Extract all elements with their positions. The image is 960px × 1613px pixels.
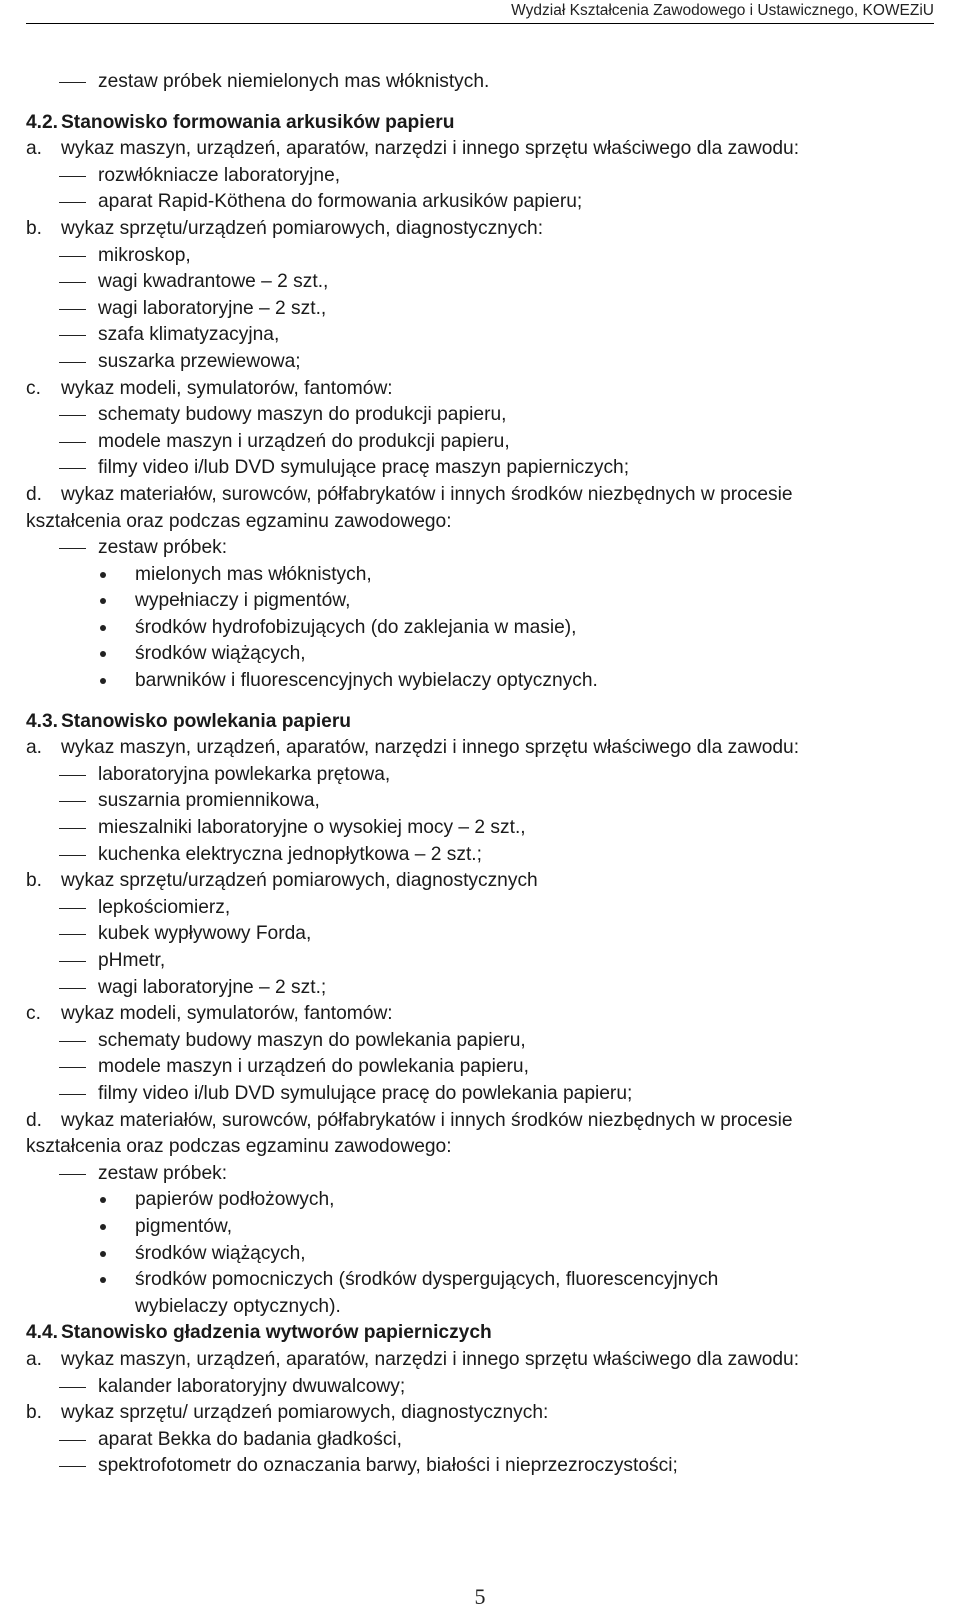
list-item-text: filmy video i/lub DVD symulujące pracę do powlekania papieru; [98, 1082, 633, 1104]
dash-marker [59, 961, 86, 962]
dash-line [0, 921, 960, 948]
bcont-line [0, 1294, 960, 1321]
bullet-item-text: środków wiążących, [135, 643, 306, 665]
bullet-item-text: środków pomocniczych (środków dyspergujących, fluorescencyjnych [135, 1269, 719, 1291]
list-item-text: lepkościomierz, [98, 896, 231, 918]
section-heading: Stanowisko gładzenia wytworów papierniczych [61, 1322, 492, 1344]
list-item-text: pHmetr, [98, 950, 166, 971]
bullet-line [0, 1214, 960, 1241]
list-letter: a. [26, 1348, 43, 1370]
list-letter: d. [26, 483, 43, 505]
dash-line [0, 189, 960, 216]
list-item-text: filmy video i/lub DVD symulujące pracę maszyn papierniczych; [98, 457, 630, 479]
dash-marker [59, 548, 86, 549]
lettered-item-text: wykaz maszyn, urządzeń, aparatów, narzędzi i innego sprzętu właściwego dla zawodu: [61, 1348, 800, 1370]
list-item-text: wagi laboratoryjne – 2 szt.; [98, 976, 327, 998]
document-body [0, 69, 960, 1480]
letter-line [0, 482, 960, 509]
letter-line [0, 216, 960, 243]
dash-line [0, 788, 960, 815]
dash-line [0, 842, 960, 869]
dash-marker [59, 1466, 86, 1467]
dash-line [0, 975, 960, 1002]
dash-marker [59, 415, 86, 416]
dash-marker [59, 1174, 86, 1175]
list-letter: b. [26, 217, 43, 239]
list-item-text: wagi kwadrantowe – 2 szt., [98, 271, 329, 293]
dash-line [0, 762, 960, 789]
list-item-text: mieszalniki laboratoryjne o wysokiej mocy – 2 szt., [98, 817, 526, 839]
dash-line [0, 243, 960, 270]
list-item-text: wagi laboratoryjne – 2 szt., [98, 297, 327, 319]
section-number: 4.4. [26, 1322, 59, 1344]
bullet-item-text: środków hydrofobizujących (do zaklejania w masie), [135, 616, 577, 638]
section-line [0, 709, 960, 736]
list-item-text: modele maszyn i urządzeń do produkcji papieru, [98, 430, 510, 452]
spacer [0, 96, 960, 110]
lettered-item-text: wykaz sprzętu/ urządzeń pomiarowych, diagnostycznych: [61, 1402, 549, 1424]
letter-line [0, 868, 960, 895]
header-title: Wydział Kształcenia Zawodowego i Ustawicznego, KOWEZiU [511, 2, 934, 19]
bullet-line [0, 1267, 960, 1294]
list-item-text: suszarka przewiewowa; [98, 350, 301, 372]
dash-marker [59, 828, 86, 829]
list-item-text: aparat Bekka do badania gładkości, [98, 1428, 403, 1450]
dash-line [0, 948, 960, 975]
bullet-item-text: mielonych mas włóknistych, [135, 563, 372, 585]
dash-marker [59, 1041, 86, 1042]
letter-line [0, 1347, 960, 1374]
dash-marker [59, 1387, 86, 1388]
continuation-text: kształcenia oraz podczas egzaminu zawodowego: [26, 1136, 452, 1158]
list-item-text: aparat Rapid-Köthena do formowania arkusików papieru; [98, 191, 583, 213]
lettered-item-text: wykaz sprzętu/urządzeń pomiarowych, diagnostycznych: [61, 217, 544, 239]
lettered-item-text: wykaz modeli, symulatorów, fantomów: [61, 1003, 393, 1025]
header-rule [26, 23, 934, 24]
dash-line [0, 69, 960, 96]
dash-marker [59, 855, 86, 856]
dash-line [0, 815, 960, 842]
list-letter: b. [26, 870, 43, 892]
section-line [0, 110, 960, 137]
list-letter: a. [26, 737, 43, 759]
list-item-text: rozwłókniacze laboratoryjne, [98, 164, 341, 186]
dash-marker [59, 908, 86, 909]
cont-line [0, 1134, 960, 1161]
list-item-text: schematy budowy maszyn do produkcji papieru, [98, 404, 507, 426]
list-item-text: szafa klimatyzacyjna, [98, 324, 280, 346]
continuation-text: kształcenia oraz podczas egzaminu zawodowego: [26, 510, 452, 532]
dash-marker [59, 335, 86, 336]
dash-line [0, 269, 960, 296]
letter-line [0, 136, 960, 163]
bullet-line [0, 641, 960, 668]
dash-marker [59, 309, 86, 310]
dash-marker [59, 801, 86, 802]
lettered-item-text: wykaz materiałów, surowców, półfabrykatów i innych środków niezbędnych w procesie [61, 483, 793, 505]
dash-marker [59, 1440, 86, 1441]
page-header [0, 0, 960, 26]
spacer [0, 695, 960, 709]
dash-marker [59, 82, 86, 83]
letter-line [0, 1108, 960, 1135]
page-number: 5 [474, 1584, 486, 1609]
dash-line [0, 1427, 960, 1454]
bullet-icon [100, 1197, 106, 1203]
bullet-item-text: pigmentów, [135, 1215, 233, 1237]
dash-line [0, 429, 960, 456]
list-item-text: kalander laboratoryjny dwuwalcowy; [98, 1375, 406, 1397]
section-heading: Stanowisko formowania arkusików papieru [61, 111, 455, 133]
list-item-text: modele maszyn i urządzeń do powlekania papieru, [98, 1056, 529, 1078]
dash-line [0, 163, 960, 190]
bullet-line [0, 1241, 960, 1268]
list-item-text: spektrofotometr do oznaczania barwy, białości i nieprzezroczystości; [98, 1455, 678, 1477]
bullet-continuation-text: wybielaczy optycznych). [135, 1295, 341, 1317]
dash-line [0, 1081, 960, 1108]
dash-line [0, 402, 960, 429]
list-item-text: kubek wypływowy Forda, [98, 923, 312, 945]
dash-line [0, 322, 960, 349]
letter-line [0, 1400, 960, 1427]
bullet-line [0, 668, 960, 695]
lettered-item-text: wykaz maszyn, urządzeń, aparatów, narzędzi i innego sprzętu właściwego dla zawodu: [61, 737, 800, 759]
letter-line [0, 735, 960, 762]
dash-marker [59, 176, 86, 177]
dash-line [0, 895, 960, 922]
list-item-text: zestaw próbek: [98, 537, 228, 559]
list-letter: b. [26, 1402, 43, 1424]
list-item-text: kuchenka elektryczna jednopłytkowa – 2 szt.; [98, 843, 482, 865]
list-letter: d. [26, 1109, 43, 1131]
bullet-icon [100, 625, 106, 631]
dash-marker [59, 988, 86, 989]
dash-marker [59, 934, 86, 935]
bullet-line [0, 615, 960, 642]
section-number: 4.3. [26, 710, 59, 732]
dash-line [0, 349, 960, 376]
list-item-text: mikroskop, [98, 244, 191, 266]
section-number: 4.2. [26, 111, 59, 133]
dash-line [0, 1161, 960, 1188]
dash-line [0, 1374, 960, 1401]
list-letter: c. [26, 377, 41, 399]
bullet-icon [100, 572, 106, 578]
dash-marker [59, 202, 86, 203]
list-letter: c. [26, 1003, 41, 1025]
bullet-item-text: barwników i fluorescencyjnych wybielaczy optycznych. [135, 670, 598, 692]
dash-marker [59, 256, 86, 257]
bullet-icon [100, 1251, 106, 1257]
dash-marker [59, 282, 86, 283]
bullet-item-text: wypełniaczy i pigmentów, [135, 590, 351, 612]
dash-marker [59, 1067, 86, 1068]
bullet-icon [100, 598, 106, 604]
list-item-text: zestaw próbek niemielonych mas włóknistych. [98, 71, 490, 92]
lettered-item-text: wykaz sprzętu/urządzeń pomiarowych, diagnostycznych [61, 870, 538, 892]
section-heading: Stanowisko powlekania papieru [61, 710, 352, 732]
bullet-icon [100, 1277, 106, 1283]
dash-line [0, 455, 960, 482]
letter-line [0, 376, 960, 403]
lettered-item-text: wykaz modeli, symulatorów, fantomów: [61, 377, 393, 399]
bullet-item-text: papierów podłożowych, [135, 1189, 335, 1211]
dash-line [0, 296, 960, 323]
bullet-line [0, 562, 960, 589]
list-item-text: laboratoryjna powlekarka prętowa, [98, 763, 391, 785]
dash-line [0, 1453, 960, 1480]
lettered-item-text: wykaz materiałów, surowców, półfabrykatów i innych środków niezbędnych w procesie [61, 1109, 793, 1131]
list-item-text: suszarnia promiennikowa, [98, 790, 320, 812]
list-item-text: zestaw próbek: [98, 1162, 228, 1184]
lettered-item-text: wykaz maszyn, urządzeń, aparatów, narzędzi i innego sprzętu właściwego dla zawodu: [61, 138, 800, 160]
dash-marker [59, 775, 86, 776]
dash-marker [59, 362, 86, 363]
bullet-line [0, 588, 960, 615]
section-line [0, 1320, 960, 1347]
list-item-text: schematy budowy maszyn do powlekania papieru, [98, 1029, 526, 1051]
bullet-line [0, 1187, 960, 1214]
letter-line [0, 1001, 960, 1028]
bullet-item-text: środków wiążących, [135, 1242, 306, 1264]
bullet-icon [100, 651, 106, 657]
dash-line [0, 1028, 960, 1055]
dash-marker [59, 442, 86, 443]
list-letter: a. [26, 138, 43, 160]
dash-marker [59, 468, 86, 469]
dash-marker [59, 1094, 86, 1095]
bullet-icon [100, 1224, 106, 1230]
bullet-icon [100, 678, 106, 684]
dash-line [0, 1054, 960, 1081]
cont-line [0, 509, 960, 536]
dash-line [0, 535, 960, 562]
